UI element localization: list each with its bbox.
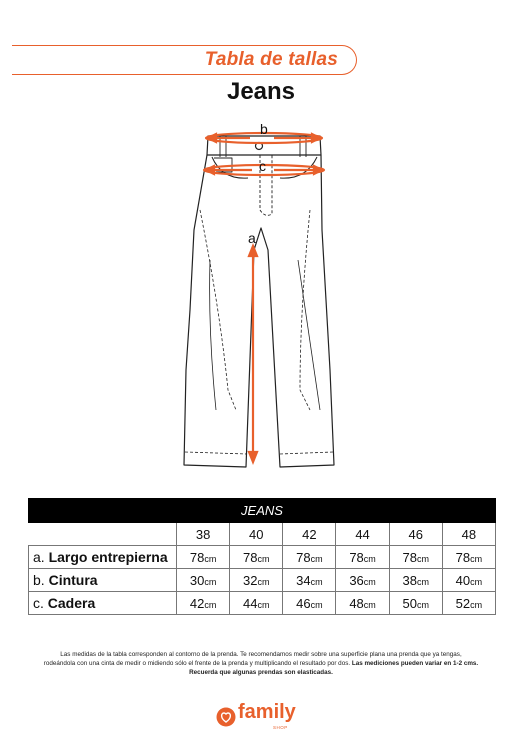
value-cell: 36cm bbox=[336, 569, 389, 592]
jeans-outline bbox=[184, 155, 334, 467]
value-cell: 40cm bbox=[442, 569, 495, 592]
label-a: a bbox=[248, 230, 256, 246]
label-b: b bbox=[260, 121, 268, 137]
size-40: 40 bbox=[230, 523, 283, 546]
blank-cell bbox=[29, 523, 177, 546]
value-cell: 52cm bbox=[442, 592, 495, 615]
size-table bbox=[28, 498, 496, 615]
heart-icon bbox=[216, 707, 236, 727]
arrow-down-icon bbox=[249, 452, 257, 462]
page-title: Tabla de tallas bbox=[204, 49, 338, 70]
arrow-right-icon bbox=[312, 134, 320, 142]
table-heading: JEANS bbox=[29, 499, 496, 523]
value-cell: 78cm bbox=[230, 546, 283, 569]
arrow-up-icon bbox=[249, 246, 257, 256]
value-cell: 34cm bbox=[283, 569, 336, 592]
value-cell: 32cm bbox=[230, 569, 283, 592]
row-label: c. Cadera bbox=[29, 592, 177, 615]
title-banner bbox=[12, 45, 357, 75]
value-cell: 50cm bbox=[389, 592, 442, 615]
size-42: 42 bbox=[283, 523, 336, 546]
value-cell: 42cm bbox=[177, 592, 230, 615]
value-cell: 38cm bbox=[389, 569, 442, 592]
value-cell: 78cm bbox=[389, 546, 442, 569]
table-row bbox=[29, 592, 496, 615]
value-cell: 78cm bbox=[283, 546, 336, 569]
label-c: c bbox=[259, 158, 266, 174]
size-46: 46 bbox=[389, 523, 442, 546]
value-cell: 48cm bbox=[336, 592, 389, 615]
value-cell: 44cm bbox=[230, 592, 283, 615]
row-label: a. Largo entrepierna bbox=[29, 546, 177, 569]
family-shop-logo bbox=[216, 701, 316, 737]
size-header-row bbox=[29, 523, 496, 546]
value-cell: 78cm bbox=[177, 546, 230, 569]
brand-name: family bbox=[238, 701, 296, 723]
jeans-illustration bbox=[150, 110, 370, 480]
measurement-note: Las medidas de la tabla corresponden al contorno de la prenda. Te recomendamos medir sobre una superficie plana una prenda que ya tengas, rodeándola con una cinta de medir o midiendo sólo el frente de la prenda y multiplicando el resultado por dos. Las mediciones pueden variar en 1-2 cms. Recuerda que algunas prendas son elasticadas. bbox=[43, 651, 479, 676]
brand-sub: SHOP bbox=[273, 725, 288, 730]
value-cell: 78cm bbox=[442, 546, 495, 569]
value-cell: 78cm bbox=[336, 546, 389, 569]
value-cell: 46cm bbox=[283, 592, 336, 615]
arrow-left-icon bbox=[206, 166, 214, 174]
table-row bbox=[29, 569, 496, 592]
size-44: 44 bbox=[336, 523, 389, 546]
garment-title: Jeans bbox=[226, 78, 296, 105]
size-38: 38 bbox=[177, 523, 230, 546]
size-48: 48 bbox=[442, 523, 495, 546]
table-row bbox=[29, 546, 496, 569]
arrow-left-icon bbox=[208, 134, 216, 142]
value-cell: 30cm bbox=[177, 569, 230, 592]
row-label: b. Cintura bbox=[29, 569, 177, 592]
